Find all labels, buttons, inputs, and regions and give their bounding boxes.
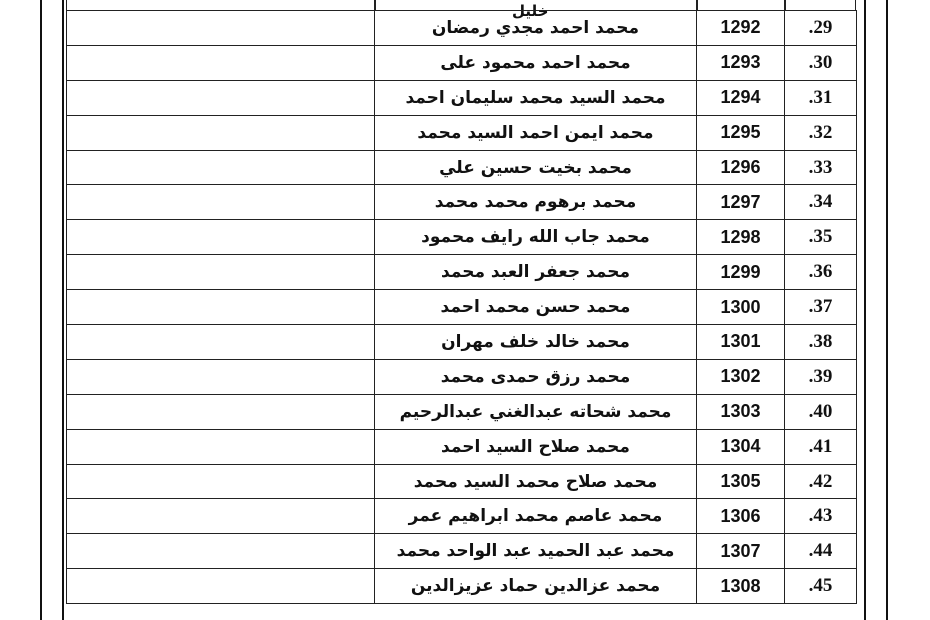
name-cell: محمد رزق حمدى محمد: [375, 359, 697, 394]
index-cell: .31: [785, 80, 857, 115]
index-cell: .34: [785, 185, 857, 220]
roster-table: [66, 10, 857, 604]
index-cell: .33: [785, 150, 857, 185]
table-row: [67, 80, 857, 115]
page-border-right-outer: [886, 0, 888, 620]
code-cell: 1302: [697, 359, 785, 394]
notes-cell: [67, 45, 375, 80]
table-row: [67, 464, 857, 499]
table-row: [67, 499, 857, 534]
table-row: [67, 359, 857, 394]
index-cell: .29: [785, 11, 857, 46]
notes-cell: [67, 325, 375, 360]
index-cell: .44: [785, 534, 857, 569]
notes-cell: [67, 255, 375, 290]
code-cell: 1297: [697, 185, 785, 220]
code-cell: 1293: [697, 45, 785, 80]
code-cell: 1305: [697, 464, 785, 499]
index-cell: .41: [785, 429, 857, 464]
index-cell: .43: [785, 499, 857, 534]
previous-row-fragment: [66, 0, 856, 10]
table-row: [67, 150, 857, 185]
code-cell: 1295: [697, 115, 785, 150]
roster-table-body: [67, 11, 857, 604]
name-cell: محمد احمد مجدي رمضان: [375, 11, 697, 46]
code-cell: 1308: [697, 569, 785, 604]
index-cell: .45: [785, 569, 857, 604]
notes-cell: [67, 359, 375, 394]
code-cell: 1292: [697, 11, 785, 46]
code-cell: 1303: [697, 394, 785, 429]
name-cell: محمد برهوم محمد محمد: [375, 185, 697, 220]
notes-cell: [67, 534, 375, 569]
index-cell: .38: [785, 325, 857, 360]
name-cell: محمد صلاح السيد احمد: [375, 429, 697, 464]
code-cell: 1296: [697, 150, 785, 185]
code-cell: 1306: [697, 499, 785, 534]
notes-cell: [67, 429, 375, 464]
name-cell: محمد شحاته عبدالغني عبدالرحيم: [375, 394, 697, 429]
overflow-name-fragment: خليل: [512, 2, 549, 20]
index-cell: .39: [785, 359, 857, 394]
table-row: [67, 11, 857, 46]
notes-cell: [67, 11, 375, 46]
name-cell: محمد جعفر العبد محمد: [375, 255, 697, 290]
table-row: [67, 185, 857, 220]
code-cell: 1298: [697, 220, 785, 255]
table-row: [67, 534, 857, 569]
name-cell: محمد السيد محمد سليمان احمد: [375, 80, 697, 115]
notes-cell: [67, 290, 375, 325]
notes-cell: [67, 185, 375, 220]
name-cell: محمد عزالدين حماد عزيزالدين: [375, 569, 697, 604]
table-row: [67, 325, 857, 360]
notes-cell: [67, 220, 375, 255]
name-cell: محمد جاب الله رايف محمود: [375, 220, 697, 255]
name-cell: محمد عاصم محمد ابراهيم عمر: [375, 499, 697, 534]
notes-cell: [67, 115, 375, 150]
page-border-right-inner: [864, 0, 866, 620]
code-cell: 1299: [697, 255, 785, 290]
name-cell: محمد حسن محمد احمد: [375, 290, 697, 325]
index-cell: .37: [785, 290, 857, 325]
name-cell: محمد عبد الحميد عبد الواحد محمد: [375, 534, 697, 569]
name-cell: محمد بخيت حسين علي: [375, 150, 697, 185]
table-row: [67, 290, 857, 325]
name-cell: محمد خالد خلف مهران: [375, 325, 697, 360]
index-cell: .32: [785, 115, 857, 150]
name-cell: محمد احمد محمود على: [375, 45, 697, 80]
code-cell: 1300: [697, 290, 785, 325]
notes-cell: [67, 464, 375, 499]
index-cell: .42: [785, 464, 857, 499]
table-row: [67, 115, 857, 150]
index-cell: .40: [785, 394, 857, 429]
table-row: [67, 220, 857, 255]
code-cell: 1301: [697, 325, 785, 360]
table-row: [67, 255, 857, 290]
index-cell: .30: [785, 45, 857, 80]
roster-table-container: [66, 10, 856, 604]
index-cell: .36: [785, 255, 857, 290]
page-border-left-inner: [62, 0, 64, 620]
table-row: [67, 569, 857, 604]
table-row: [67, 429, 857, 464]
index-cell: .35: [785, 220, 857, 255]
page-border-left-outer: [40, 0, 42, 620]
name-cell: محمد صلاح محمد السيد محمد: [375, 464, 697, 499]
name-cell: محمد ايمن احمد السيد محمد: [375, 115, 697, 150]
notes-cell: [67, 150, 375, 185]
code-cell: 1304: [697, 429, 785, 464]
code-cell: 1307: [697, 534, 785, 569]
notes-cell: [67, 80, 375, 115]
code-cell: 1294: [697, 80, 785, 115]
notes-cell: [67, 394, 375, 429]
table-row: [67, 45, 857, 80]
table-row: [67, 394, 857, 429]
notes-cell: [67, 569, 375, 604]
notes-cell: [67, 499, 375, 534]
